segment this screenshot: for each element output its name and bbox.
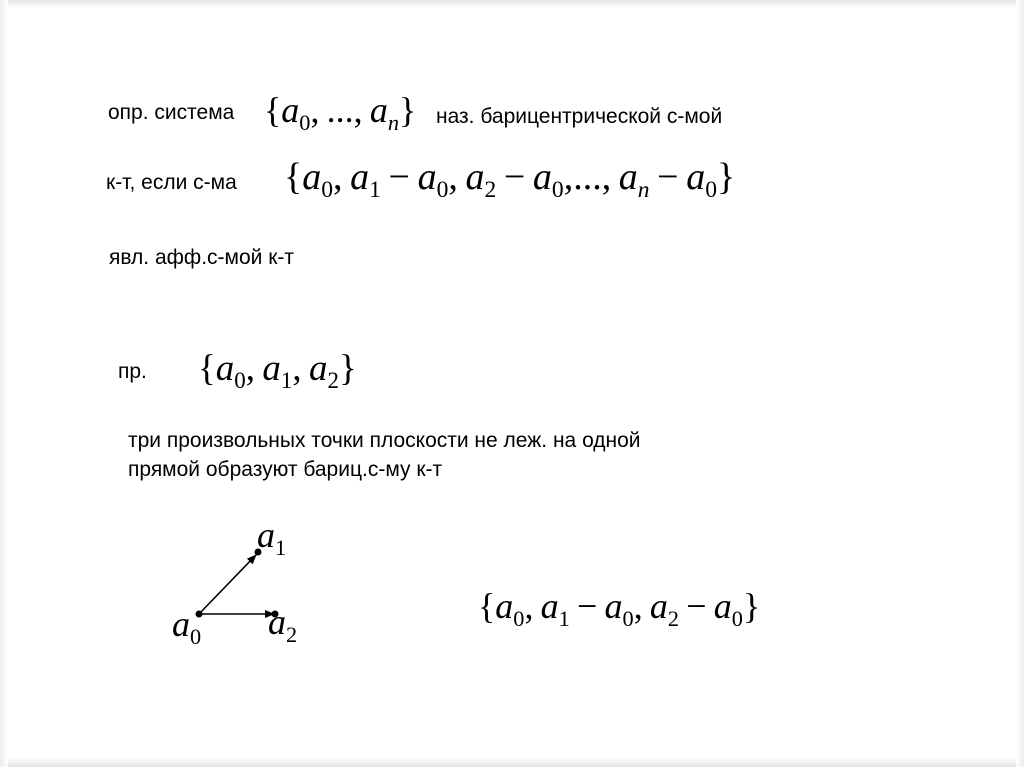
definition-prefix: опр. система [108,101,235,124]
formula-example-system: {$a_0$, $a_1$, $a_2$} [198,348,357,394]
formula-example-difference-system: {$a_0$, $a_1 - a_0$, $a_2 - a_0$} [478,586,761,631]
formula-system-a0-an: {$a_0$, ..., $a_n$} [264,90,417,135]
condition-prefix: к-т, если с-ма [106,171,237,194]
definition-suffix: наз. барицентрической с-мой [436,105,723,128]
point-a0-label: $a_0$ [172,604,202,649]
vector-a0-a1 [199,555,256,614]
point-a1-label: $a_1$ [257,515,287,560]
point-a2-label: $a_2$ [268,602,298,647]
affine-condition-text: явл. афф.с-мой к-т [109,246,295,269]
example-description-line-2: прямой образуют бариц.с-му к-т [128,458,443,481]
example-description-line-1: три произвольных точки плоскости не леж. на одной [128,429,641,452]
example-label: пр. [118,360,147,383]
formula-difference-system: {$a_0$, $a_1 - a_0$, $a_2 - a_0$,..., $a_n - a_0$} [284,156,736,204]
